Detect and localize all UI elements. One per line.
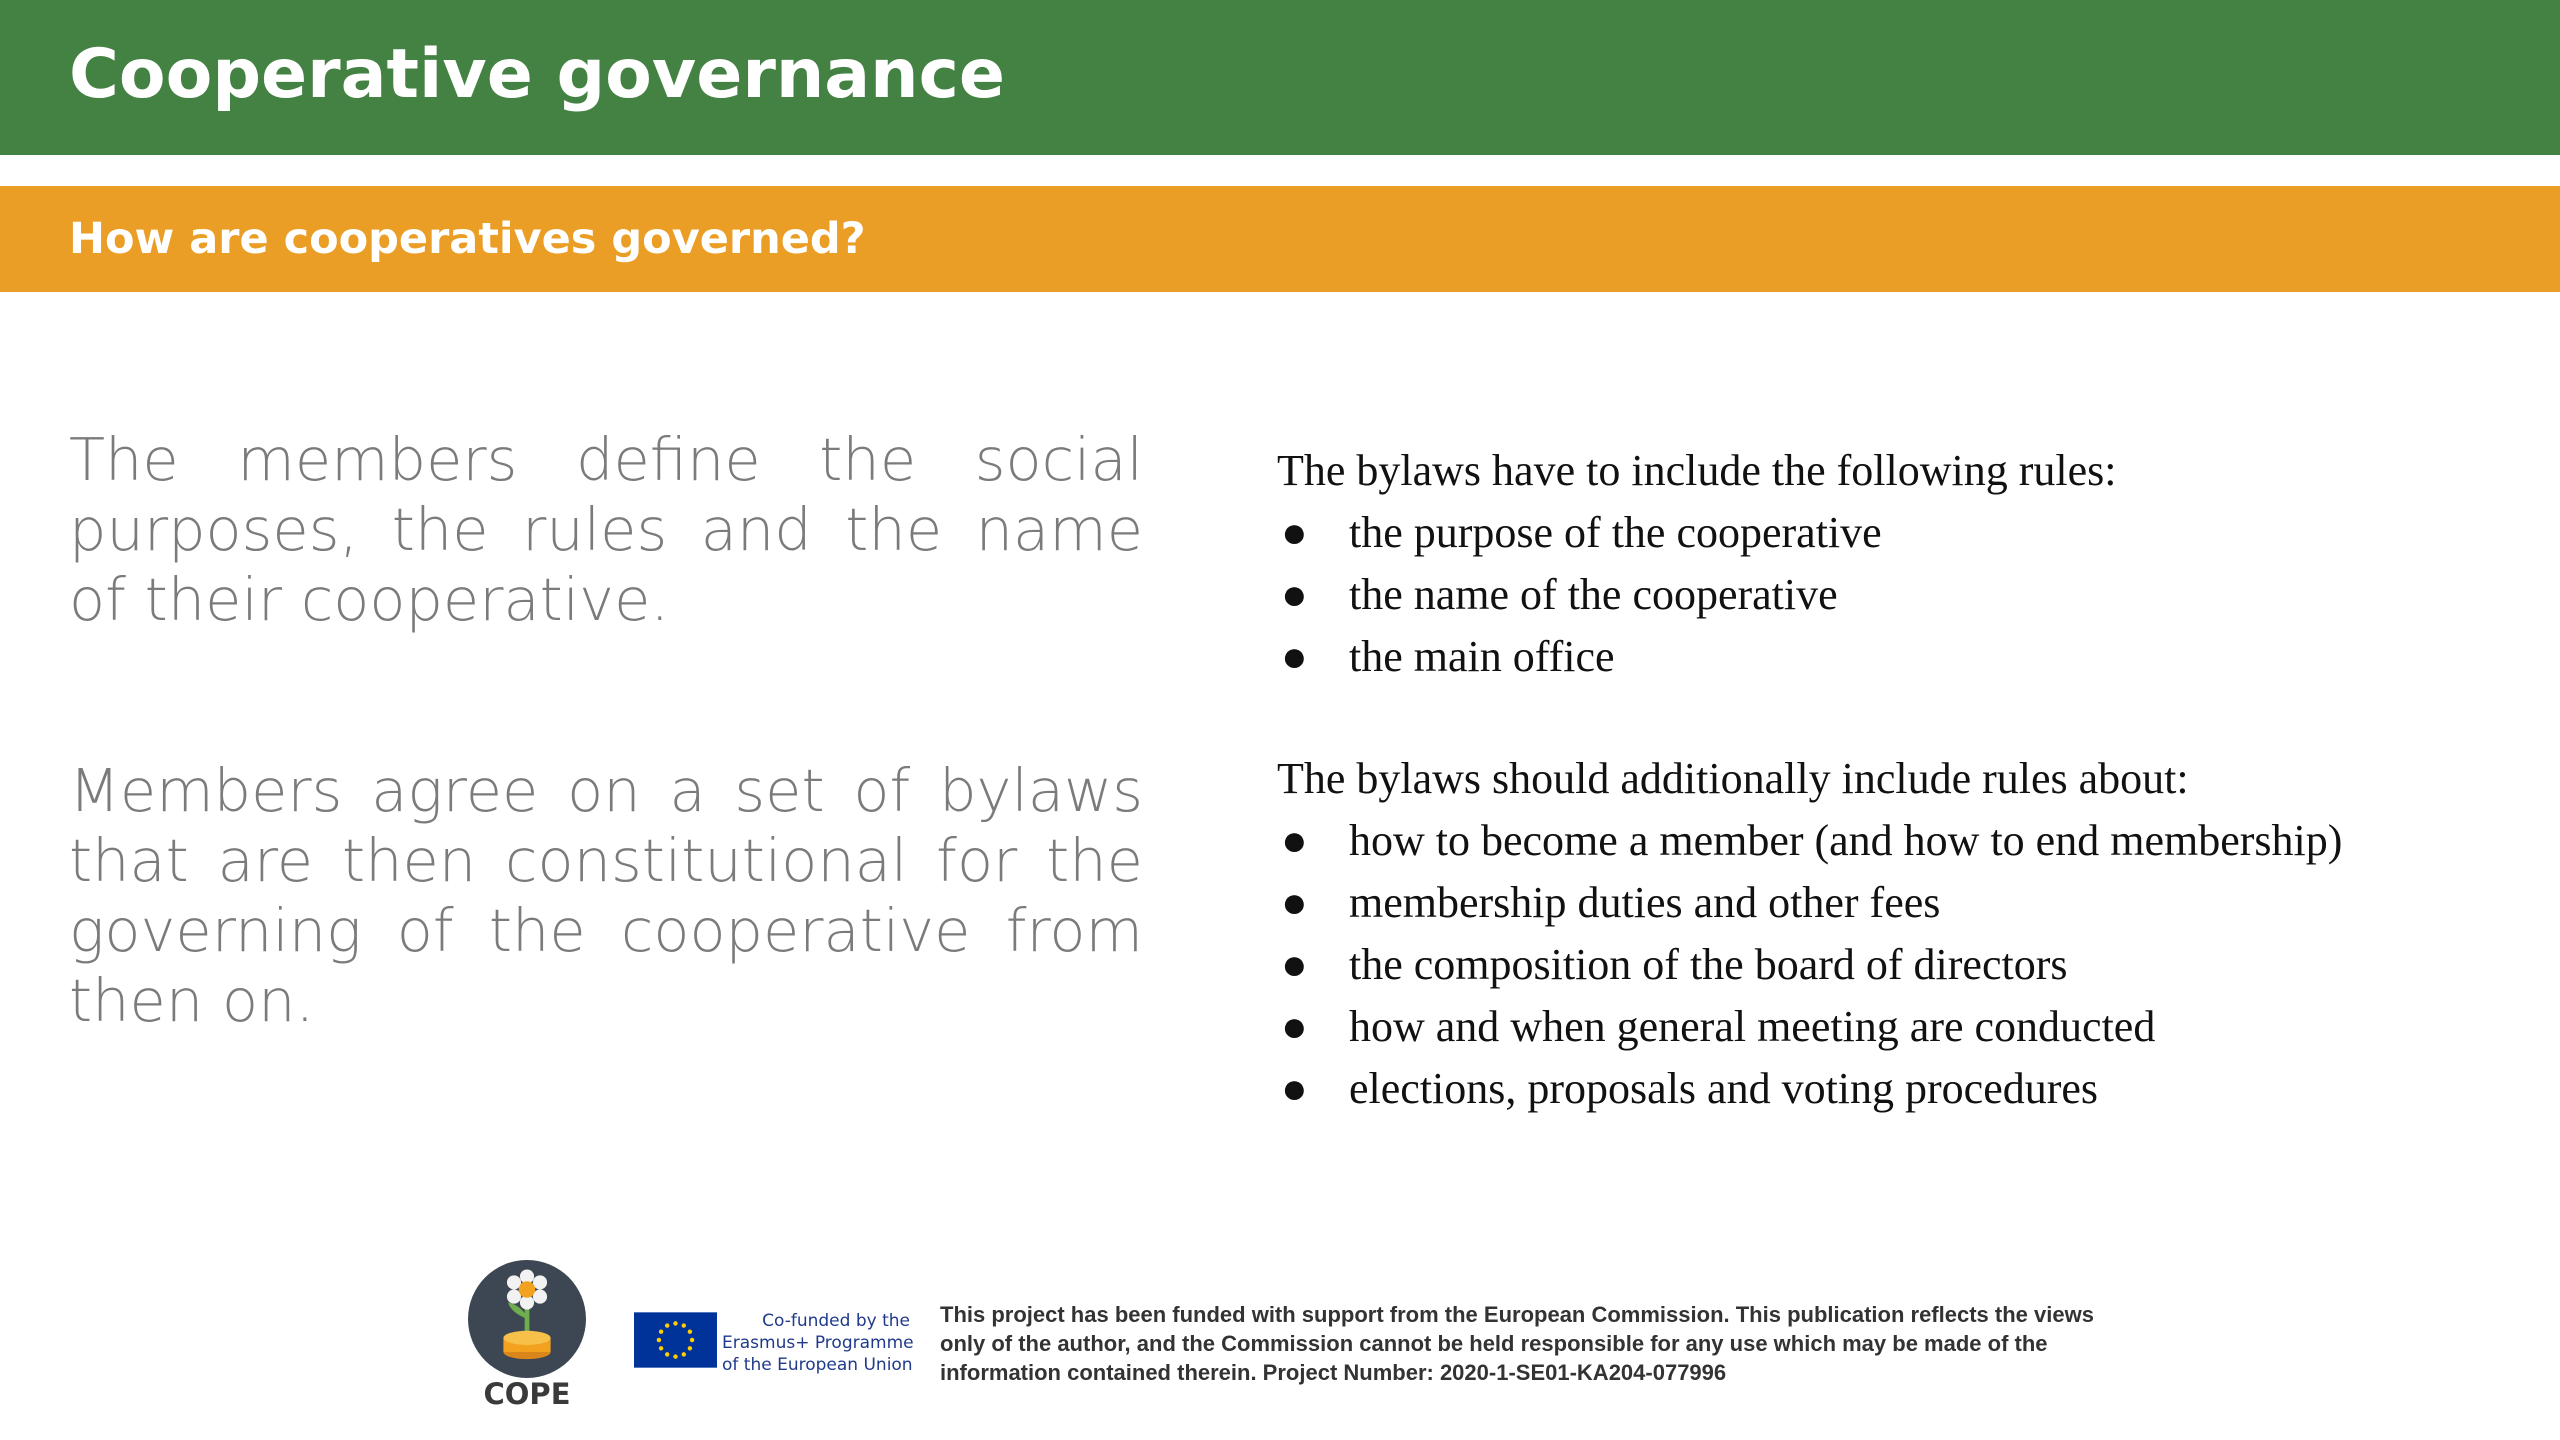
cope-logo-icon — [468, 1260, 586, 1378]
bullet-icon: ● — [1281, 878, 1308, 927]
bullet-icon: ● — [1281, 816, 1308, 865]
list-item — [1277, 810, 2537, 872]
bylaws-agreement-paragraph: Members agree on a set of bylaws that are then constitutional for the governing of the cooperative from then on. — [69, 756, 1143, 1035]
list-item-text: the main office — [1349, 632, 1615, 681]
cope-label: COPE — [483, 1377, 571, 1411]
footer — [0, 1250, 2560, 1430]
list-item-text: the purpose of the cooperative — [1349, 508, 1882, 557]
eu-cofunding-text — [722, 1310, 914, 1376]
bullet-icon: ● — [1281, 570, 1308, 619]
list-item — [1277, 626, 2537, 688]
bullet-icon: ● — [1281, 508, 1308, 557]
disclaimer-line: This project has been funded with support from the European Commission. This publication reflects the views — [940, 1302, 2094, 1327]
additional-rules-list — [1277, 810, 2537, 1120]
bullet-icon: ● — [1281, 632, 1308, 681]
list-item-text: the composition of the board of directors — [1349, 940, 2068, 989]
additional-rules-intro: The bylaws should additionally include rules about: — [1277, 754, 2189, 803]
list-item-text: how and when general meeting are conducted — [1349, 1002, 2156, 1051]
list-item-text: membership duties and other fees — [1349, 878, 1941, 927]
eu-line: of the European Union — [722, 1355, 913, 1375]
slide-title: Cooperative governance — [69, 35, 1005, 114]
list-item — [1277, 502, 2537, 564]
funding-disclaimer — [940, 1300, 2140, 1387]
required-rules-intro: The bylaws have to include the following rules: — [1277, 446, 2117, 495]
list-item — [1277, 1058, 2537, 1120]
disclaimer-line: only of the author, and the Commission cannot be held responsible for any use which may be made of the — [940, 1331, 2048, 1356]
list-item — [1277, 872, 2537, 934]
list-item — [1277, 996, 2537, 1058]
list-item — [1277, 934, 2537, 996]
title-bar — [0, 0, 2560, 155]
eu-line: Co-funded by the — [762, 1311, 910, 1331]
disclaimer-line: information contained therein. Project Number: 2020-1-SE01-KA204-077996 — [940, 1360, 1727, 1385]
list-item-text: the name of the cooperative — [1349, 570, 1838, 619]
eu-flag-icon — [634, 1311, 717, 1369]
members-define-paragraph: The members define the social purposes, the rules and the name of their cooperative. — [69, 425, 1143, 634]
list-item-text: how to become a member (and how to end membership) — [1349, 816, 2343, 865]
slide-subtitle: How are cooperatives governed? — [69, 214, 866, 264]
eu-line: Erasmus+ Programme — [722, 1333, 914, 1353]
subtitle-bar — [0, 186, 2560, 292]
required-rules-list — [1277, 502, 2537, 688]
additional-rules-block — [1277, 748, 2537, 1120]
bullet-icon: ● — [1281, 940, 1308, 989]
list-item — [1277, 564, 2537, 626]
required-rules-block — [1277, 440, 2537, 688]
bullet-icon: ● — [1281, 1064, 1308, 1113]
list-item-text: elections, proposals and voting procedures — [1349, 1064, 2099, 1113]
bullet-icon: ● — [1281, 1002, 1308, 1051]
